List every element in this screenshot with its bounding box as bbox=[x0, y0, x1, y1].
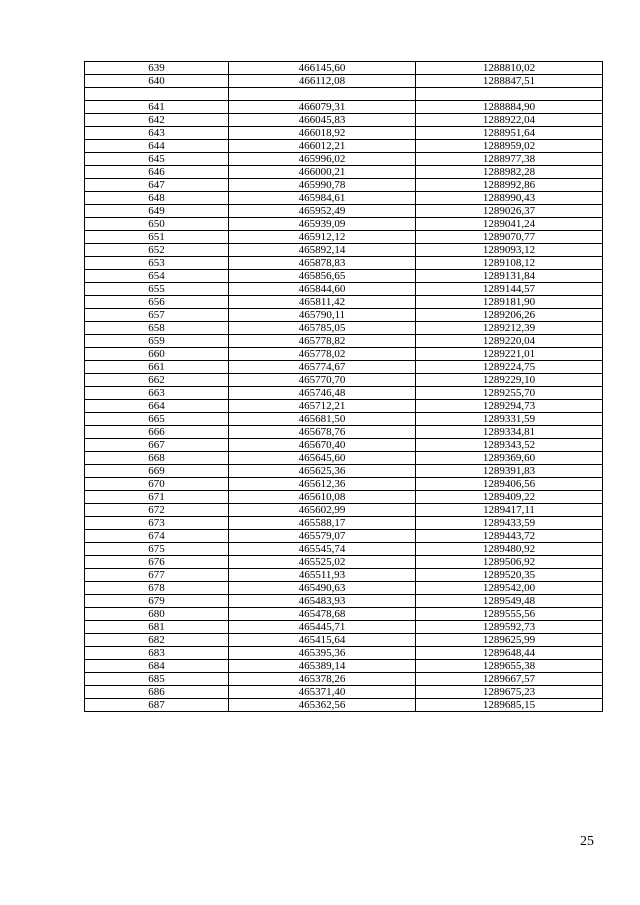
y-coordinate-cell: 1288951,64 bbox=[416, 127, 603, 140]
y-coordinate-cell: 1288977,38 bbox=[416, 153, 603, 166]
y-coordinate-cell: 1289417,11 bbox=[416, 504, 603, 517]
table-row bbox=[85, 374, 603, 387]
x-coordinate-cell: 466045,83 bbox=[229, 114, 416, 127]
y-coordinate-cell: 1289667,57 bbox=[416, 673, 603, 686]
point-number-cell: 672 bbox=[85, 504, 229, 517]
table-row bbox=[85, 608, 603, 621]
table-row bbox=[85, 673, 603, 686]
point-number-cell: 686 bbox=[85, 686, 229, 699]
x-coordinate-cell: 465785,05 bbox=[229, 322, 416, 335]
table-row bbox=[85, 504, 603, 517]
y-coordinate-cell: 1289443,72 bbox=[416, 530, 603, 543]
y-coordinate-cell: 1289294,73 bbox=[416, 400, 603, 413]
y-coordinate-cell: 1288982,28 bbox=[416, 166, 603, 179]
x-coordinate-cell: 465770,70 bbox=[229, 374, 416, 387]
y-coordinate-cell: 1289549,48 bbox=[416, 595, 603, 608]
table-row bbox=[85, 517, 603, 530]
table-row bbox=[85, 244, 603, 257]
table-row bbox=[85, 582, 603, 595]
y-coordinate-cell: 1289675,23 bbox=[416, 686, 603, 699]
x-coordinate-cell: 465610,08 bbox=[229, 491, 416, 504]
x-coordinate-cell bbox=[229, 88, 416, 101]
x-coordinate-cell: 465681,50 bbox=[229, 413, 416, 426]
x-coordinate-cell: 465545,74 bbox=[229, 543, 416, 556]
point-number-cell: 640 bbox=[85, 75, 229, 88]
x-coordinate-cell: 465511,93 bbox=[229, 569, 416, 582]
page-number: 25 bbox=[580, 834, 594, 849]
point-number-cell: 680 bbox=[85, 608, 229, 621]
point-number-cell: 641 bbox=[85, 101, 229, 114]
x-coordinate-cell: 465844,60 bbox=[229, 283, 416, 296]
x-coordinate-cell: 465990,78 bbox=[229, 179, 416, 192]
y-coordinate-cell: 1289041,24 bbox=[416, 218, 603, 231]
y-coordinate-cell: 1289108,12 bbox=[416, 257, 603, 270]
y-coordinate-cell: 1288990,43 bbox=[416, 192, 603, 205]
point-number-cell: 669 bbox=[85, 465, 229, 478]
y-coordinate-cell: 1289685,15 bbox=[416, 699, 603, 712]
table-row bbox=[85, 101, 603, 114]
point-number-cell: 645 bbox=[85, 153, 229, 166]
point-number-cell: 643 bbox=[85, 127, 229, 140]
point-number-cell: 646 bbox=[85, 166, 229, 179]
table-row bbox=[85, 231, 603, 244]
x-coordinate-cell: 465774,67 bbox=[229, 361, 416, 374]
table-row bbox=[85, 361, 603, 374]
x-coordinate-cell: 465588,17 bbox=[229, 517, 416, 530]
x-coordinate-cell: 465996,02 bbox=[229, 153, 416, 166]
y-coordinate-cell: 1289343,52 bbox=[416, 439, 603, 452]
y-coordinate-cell: 1289369,60 bbox=[416, 452, 603, 465]
point-number-cell: 655 bbox=[85, 283, 229, 296]
x-coordinate-cell: 465415,64 bbox=[229, 634, 416, 647]
table-row bbox=[85, 309, 603, 322]
x-coordinate-cell: 465912,12 bbox=[229, 231, 416, 244]
table-row bbox=[85, 387, 603, 400]
x-coordinate-cell: 465778,02 bbox=[229, 348, 416, 361]
point-number-cell: 662 bbox=[85, 374, 229, 387]
x-coordinate-cell: 465856,65 bbox=[229, 270, 416, 283]
x-coordinate-cell: 465712,21 bbox=[229, 400, 416, 413]
x-coordinate-cell: 465892,14 bbox=[229, 244, 416, 257]
point-number-cell: 659 bbox=[85, 335, 229, 348]
point-number-cell: 642 bbox=[85, 114, 229, 127]
x-coordinate-cell: 465811,42 bbox=[229, 296, 416, 309]
point-number-cell: 663 bbox=[85, 387, 229, 400]
y-coordinate-cell: 1289655,38 bbox=[416, 660, 603, 673]
table-row bbox=[85, 205, 603, 218]
table-row bbox=[85, 270, 603, 283]
y-coordinate-cell: 1289433,59 bbox=[416, 517, 603, 530]
x-coordinate-cell: 466012,21 bbox=[229, 140, 416, 153]
y-coordinate-cell: 1289093,12 bbox=[416, 244, 603, 257]
table-row bbox=[85, 569, 603, 582]
point-number-cell: 681 bbox=[85, 621, 229, 634]
x-coordinate-cell: 465478,68 bbox=[229, 608, 416, 621]
x-coordinate-cell: 465612,36 bbox=[229, 478, 416, 491]
table-row bbox=[85, 140, 603, 153]
x-coordinate-cell: 465939,09 bbox=[229, 218, 416, 231]
table-row bbox=[85, 634, 603, 647]
x-coordinate-cell: 466145,60 bbox=[229, 62, 416, 75]
y-coordinate-cell: 1289206,26 bbox=[416, 309, 603, 322]
x-coordinate-cell: 466079,31 bbox=[229, 101, 416, 114]
y-coordinate-cell: 1289026,37 bbox=[416, 205, 603, 218]
y-coordinate-cell: 1289229,10 bbox=[416, 374, 603, 387]
y-coordinate-cell: 1289391,83 bbox=[416, 465, 603, 478]
y-coordinate-cell: 1288959,02 bbox=[416, 140, 603, 153]
x-coordinate-cell: 465445,71 bbox=[229, 621, 416, 634]
y-coordinate-cell: 1289220,04 bbox=[416, 335, 603, 348]
table-row bbox=[85, 114, 603, 127]
x-coordinate-cell: 466000,21 bbox=[229, 166, 416, 179]
table-row bbox=[85, 491, 603, 504]
table-row bbox=[85, 426, 603, 439]
table-row bbox=[85, 686, 603, 699]
y-coordinate-cell: 1289334,81 bbox=[416, 426, 603, 439]
table-row bbox=[85, 465, 603, 478]
point-number-cell: 683 bbox=[85, 647, 229, 660]
point-number-cell: 654 bbox=[85, 270, 229, 283]
x-coordinate-cell: 465378,26 bbox=[229, 673, 416, 686]
point-number-cell: 653 bbox=[85, 257, 229, 270]
x-coordinate-cell: 465984,61 bbox=[229, 192, 416, 205]
y-coordinate-cell: 1289542,00 bbox=[416, 582, 603, 595]
x-coordinate-cell: 465490,63 bbox=[229, 582, 416, 595]
x-coordinate-cell: 465389,14 bbox=[229, 660, 416, 673]
x-coordinate-cell: 465790,11 bbox=[229, 309, 416, 322]
table-row bbox=[85, 400, 603, 413]
y-coordinate-cell: 1288992,86 bbox=[416, 179, 603, 192]
table-row bbox=[85, 413, 603, 426]
table-row bbox=[85, 257, 603, 270]
point-number-cell: 668 bbox=[85, 452, 229, 465]
x-coordinate-cell: 465371,40 bbox=[229, 686, 416, 699]
table-row bbox=[85, 322, 603, 335]
table-row bbox=[85, 192, 603, 205]
point-number-cell: 667 bbox=[85, 439, 229, 452]
y-coordinate-cell: 1289131,84 bbox=[416, 270, 603, 283]
x-coordinate-cell: 466018,92 bbox=[229, 127, 416, 140]
point-number-cell: 639 bbox=[85, 62, 229, 75]
x-coordinate-cell: 465362,56 bbox=[229, 699, 416, 712]
point-number-cell: 644 bbox=[85, 140, 229, 153]
y-coordinate-cell: 1289070,77 bbox=[416, 231, 603, 244]
point-number-cell: 649 bbox=[85, 205, 229, 218]
table-row bbox=[85, 556, 603, 569]
y-coordinate-cell: 1289648,44 bbox=[416, 647, 603, 660]
x-coordinate-cell: 465678,76 bbox=[229, 426, 416, 439]
point-number-cell: 684 bbox=[85, 660, 229, 673]
y-coordinate-cell: 1288847,51 bbox=[416, 75, 603, 88]
table-row bbox=[85, 88, 603, 101]
y-coordinate-cell: 1289506,92 bbox=[416, 556, 603, 569]
y-coordinate-cell: 1288810,02 bbox=[416, 62, 603, 75]
table-row bbox=[85, 660, 603, 673]
table-row bbox=[85, 439, 603, 452]
table-row bbox=[85, 179, 603, 192]
table-row bbox=[85, 348, 603, 361]
point-number-cell: 651 bbox=[85, 231, 229, 244]
table-row bbox=[85, 127, 603, 140]
coordinates-table bbox=[84, 61, 603, 712]
table-row bbox=[85, 75, 603, 88]
table-row bbox=[85, 647, 603, 660]
table-row bbox=[85, 218, 603, 231]
x-coordinate-cell: 465483,93 bbox=[229, 595, 416, 608]
point-number-cell: 687 bbox=[85, 699, 229, 712]
x-coordinate-cell: 465625,36 bbox=[229, 465, 416, 478]
point-number-cell: 671 bbox=[85, 491, 229, 504]
y-coordinate-cell: 1289224,75 bbox=[416, 361, 603, 374]
y-coordinate-cell: 1289406,56 bbox=[416, 478, 603, 491]
table-body bbox=[85, 62, 603, 712]
x-coordinate-cell: 465952,49 bbox=[229, 205, 416, 218]
table-row bbox=[85, 621, 603, 634]
table-row bbox=[85, 452, 603, 465]
point-number-cell: 670 bbox=[85, 478, 229, 491]
y-coordinate-cell: 1289555,56 bbox=[416, 608, 603, 621]
x-coordinate-cell: 465670,40 bbox=[229, 439, 416, 452]
y-coordinate-cell: 1288884,90 bbox=[416, 101, 603, 114]
point-number-cell: 652 bbox=[85, 244, 229, 257]
y-coordinate-cell: 1289592,73 bbox=[416, 621, 603, 634]
point-number-cell: 650 bbox=[85, 218, 229, 231]
table-row bbox=[85, 296, 603, 309]
point-number-cell: 661 bbox=[85, 361, 229, 374]
point-number-cell: 673 bbox=[85, 517, 229, 530]
point-number-cell: 666 bbox=[85, 426, 229, 439]
y-coordinate-cell: 1289625,99 bbox=[416, 634, 603, 647]
y-coordinate-cell: 1289221,01 bbox=[416, 348, 603, 361]
point-number-cell: 678 bbox=[85, 582, 229, 595]
table-row bbox=[85, 595, 603, 608]
point-number-cell: 664 bbox=[85, 400, 229, 413]
y-coordinate-cell: 1289212,39 bbox=[416, 322, 603, 335]
x-coordinate-cell: 465602,99 bbox=[229, 504, 416, 517]
table-row bbox=[85, 62, 603, 75]
x-coordinate-cell: 465645,60 bbox=[229, 452, 416, 465]
point-number-cell bbox=[85, 88, 229, 101]
y-coordinate-cell bbox=[416, 88, 603, 101]
x-coordinate-cell: 466112,08 bbox=[229, 75, 416, 88]
y-coordinate-cell: 1289520,35 bbox=[416, 569, 603, 582]
point-number-cell: 647 bbox=[85, 179, 229, 192]
point-number-cell: 648 bbox=[85, 192, 229, 205]
x-coordinate-cell: 465778,82 bbox=[229, 335, 416, 348]
table-row bbox=[85, 335, 603, 348]
table-row bbox=[85, 530, 603, 543]
table-row bbox=[85, 543, 603, 556]
point-number-cell: 674 bbox=[85, 530, 229, 543]
y-coordinate-cell: 1289181,90 bbox=[416, 296, 603, 309]
x-coordinate-cell: 465746,48 bbox=[229, 387, 416, 400]
point-number-cell: 679 bbox=[85, 595, 229, 608]
point-number-cell: 658 bbox=[85, 322, 229, 335]
y-coordinate-cell: 1289144,57 bbox=[416, 283, 603, 296]
table-row bbox=[85, 283, 603, 296]
x-coordinate-cell: 465395,36 bbox=[229, 647, 416, 660]
y-coordinate-cell: 1288922,04 bbox=[416, 114, 603, 127]
table-row bbox=[85, 153, 603, 166]
point-number-cell: 676 bbox=[85, 556, 229, 569]
x-coordinate-cell: 465878,83 bbox=[229, 257, 416, 270]
table-row bbox=[85, 699, 603, 712]
point-number-cell: 656 bbox=[85, 296, 229, 309]
y-coordinate-cell: 1289409,22 bbox=[416, 491, 603, 504]
table-row bbox=[85, 478, 603, 491]
y-coordinate-cell: 1289331,59 bbox=[416, 413, 603, 426]
x-coordinate-cell: 465579,07 bbox=[229, 530, 416, 543]
table-row bbox=[85, 166, 603, 179]
x-coordinate-cell: 465525,02 bbox=[229, 556, 416, 569]
point-number-cell: 685 bbox=[85, 673, 229, 686]
point-number-cell: 665 bbox=[85, 413, 229, 426]
y-coordinate-cell: 1289255,70 bbox=[416, 387, 603, 400]
point-number-cell: 682 bbox=[85, 634, 229, 647]
point-number-cell: 675 bbox=[85, 543, 229, 556]
point-number-cell: 660 bbox=[85, 348, 229, 361]
y-coordinate-cell: 1289480,92 bbox=[416, 543, 603, 556]
point-number-cell: 657 bbox=[85, 309, 229, 322]
point-number-cell: 677 bbox=[85, 569, 229, 582]
